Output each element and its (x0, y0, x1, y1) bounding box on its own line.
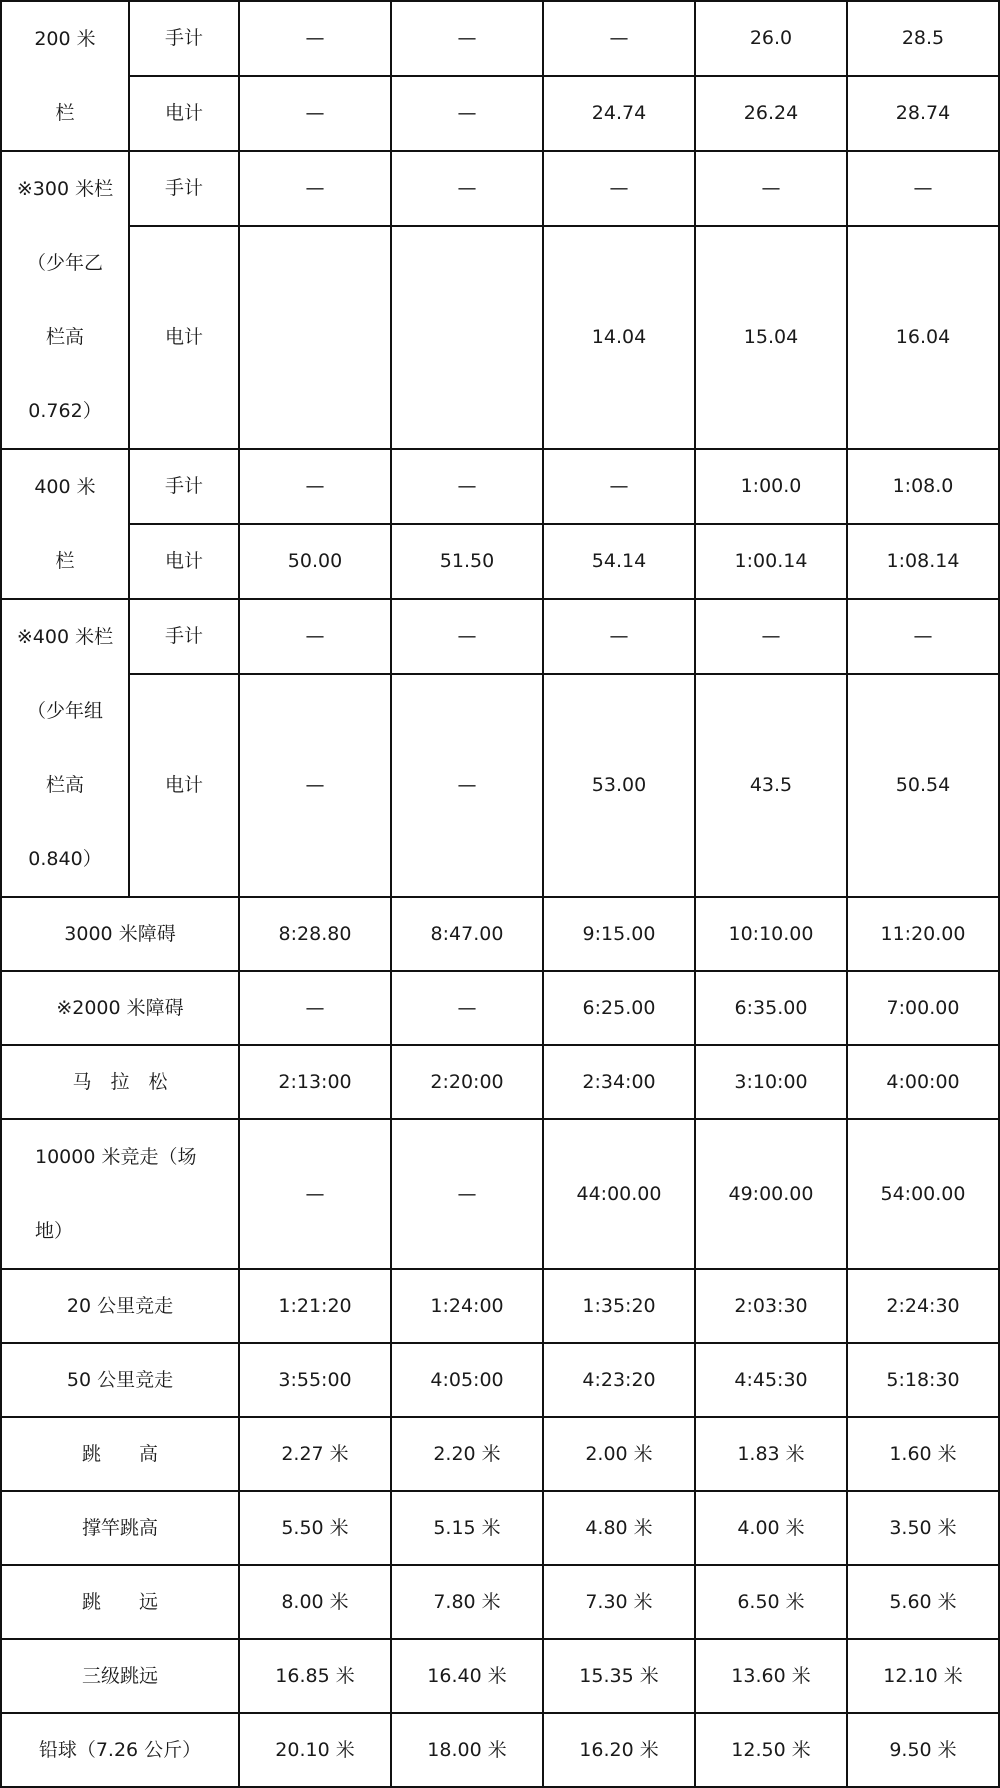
value-cell: 16.04 (847, 226, 999, 450)
value-cell: 2.27 米 (239, 1417, 391, 1491)
value-cell: 13.60 米 (695, 1639, 847, 1713)
value-cell: 50.00 (239, 524, 391, 599)
value-cell: 1.83 米 (695, 1417, 847, 1491)
table-row (1, 226, 999, 450)
value-cell (391, 226, 543, 450)
value-cell: — (847, 151, 999, 226)
value-cell: — (543, 599, 695, 674)
table-row (1, 1417, 999, 1491)
value-cell: 4:00:00 (847, 1045, 999, 1119)
value-cell: 1:00.14 (695, 524, 847, 599)
value-cell: 5:18:30 (847, 1343, 999, 1417)
table-row (1, 1, 999, 76)
value-cell: 3:55:00 (239, 1343, 391, 1417)
table-row (1, 1343, 999, 1417)
event-cell: 铅球（7.26 公斤） (1, 1713, 239, 1787)
value-cell: 54:00.00 (847, 1119, 999, 1269)
value-cell: — (239, 1119, 391, 1269)
event-cell: ※2000 米障碍 (1, 971, 239, 1045)
value-cell: 3.50 米 (847, 1491, 999, 1565)
value-cell: — (543, 1, 695, 76)
value-cell: — (391, 1119, 543, 1269)
value-cell: — (239, 971, 391, 1045)
value-cell: 12.10 米 (847, 1639, 999, 1713)
value-cell: 15.35 米 (543, 1639, 695, 1713)
event-cell: 400 米 栏 (1, 449, 129, 599)
table-row (1, 1269, 999, 1343)
value-cell: 11:20.00 (847, 897, 999, 971)
table-row (1, 1713, 999, 1787)
value-cell: 2.20 米 (391, 1417, 543, 1491)
value-cell: — (239, 449, 391, 524)
value-cell: 54.14 (543, 524, 695, 599)
value-cell: 15.04 (695, 226, 847, 450)
value-cell: — (695, 599, 847, 674)
event-cell: 20 公里竞走 (1, 1269, 239, 1343)
value-cell: — (543, 449, 695, 524)
value-cell: 5.15 米 (391, 1491, 543, 1565)
value-cell: — (239, 599, 391, 674)
value-cell: 44:00.00 (543, 1119, 695, 1269)
value-cell: 28.5 (847, 1, 999, 76)
value-cell: — (391, 151, 543, 226)
value-cell: 28.74 (847, 76, 999, 151)
value-cell: 1.60 米 (847, 1417, 999, 1491)
table-row (1, 971, 999, 1045)
value-cell: 2:03:30 (695, 1269, 847, 1343)
value-cell (239, 226, 391, 450)
table-row (1, 449, 999, 524)
event-cell: ※400 米栏 （少年组 栏高 0.840） (1, 599, 129, 897)
table-row (1, 151, 999, 226)
value-cell: 7.30 米 (543, 1565, 695, 1639)
value-cell: 1:08.14 (847, 524, 999, 599)
timing-cell: 手计 (129, 151, 239, 226)
event-cell: 马 拉 松 (1, 1045, 239, 1119)
value-cell: 16.40 米 (391, 1639, 543, 1713)
event-cell: 50 公里竞走 (1, 1343, 239, 1417)
value-cell: — (239, 674, 391, 898)
value-cell: — (695, 151, 847, 226)
table-row (1, 1119, 999, 1269)
table-row (1, 524, 999, 599)
event-cell: 跳 远 (1, 1565, 239, 1639)
timing-cell: 电计 (129, 674, 239, 898)
value-cell: 4:45:30 (695, 1343, 847, 1417)
value-cell: 53.00 (543, 674, 695, 898)
value-cell: 10:10.00 (695, 897, 847, 971)
table-row (1, 1491, 999, 1565)
timing-cell: 手计 (129, 599, 239, 674)
value-cell: — (391, 599, 543, 674)
timing-cell: 手计 (129, 1, 239, 76)
value-cell: 51.50 (391, 524, 543, 599)
value-cell: 24.74 (543, 76, 695, 151)
value-cell: — (391, 971, 543, 1045)
value-cell: — (391, 1, 543, 76)
value-cell: 1:24:00 (391, 1269, 543, 1343)
value-cell: 43.5 (695, 674, 847, 898)
value-cell: — (543, 151, 695, 226)
event-cell: 撑竿跳高 (1, 1491, 239, 1565)
value-cell: 18.00 米 (391, 1713, 543, 1787)
value-cell: 4.80 米 (543, 1491, 695, 1565)
value-cell: 50.54 (847, 674, 999, 898)
value-cell: 2:13:00 (239, 1045, 391, 1119)
value-cell: — (239, 76, 391, 151)
value-cell: 4.00 米 (695, 1491, 847, 1565)
event-cell: 三级跳远 (1, 1639, 239, 1713)
table-row (1, 1565, 999, 1639)
value-cell: 4:05:00 (391, 1343, 543, 1417)
value-cell: 14.04 (543, 226, 695, 450)
value-cell: 7.80 米 (391, 1565, 543, 1639)
table-row (1, 599, 999, 674)
value-cell: 2:24:30 (847, 1269, 999, 1343)
value-cell: 16.20 米 (543, 1713, 695, 1787)
event-cell: 10000 米竞走（场地） (1, 1119, 239, 1269)
timing-cell: 电计 (129, 76, 239, 151)
event-cell: ※300 米栏 （少年乙 栏高 0.762） (1, 151, 129, 449)
value-cell: 8:28.80 (239, 897, 391, 971)
value-cell: 4:23:20 (543, 1343, 695, 1417)
value-cell: 26.24 (695, 76, 847, 151)
table-row (1, 674, 999, 898)
value-cell: 1:35:20 (543, 1269, 695, 1343)
value-cell: 5.50 米 (239, 1491, 391, 1565)
value-cell: 6.50 米 (695, 1565, 847, 1639)
value-cell: 7:00.00 (847, 971, 999, 1045)
event-cell: 200 米 栏 (1, 1, 129, 151)
table-row (1, 897, 999, 971)
value-cell: 6:35.00 (695, 971, 847, 1045)
event-cell: 跳 高 (1, 1417, 239, 1491)
value-cell: 2:34:00 (543, 1045, 695, 1119)
value-cell: 2:20:00 (391, 1045, 543, 1119)
value-cell: 49:00.00 (695, 1119, 847, 1269)
value-cell: 1:21:20 (239, 1269, 391, 1343)
value-cell: 2.00 米 (543, 1417, 695, 1491)
value-cell: 9.50 米 (847, 1713, 999, 1787)
value-cell: 9:15.00 (543, 897, 695, 971)
event-cell: 3000 米障碍 (1, 897, 239, 971)
value-cell: 12.50 米 (695, 1713, 847, 1787)
value-cell: 3:10:00 (695, 1045, 847, 1119)
value-cell: 6:25.00 (543, 971, 695, 1045)
timing-cell: 电计 (129, 524, 239, 599)
value-cell: 1:08.0 (847, 449, 999, 524)
value-cell: — (239, 151, 391, 226)
value-cell: — (391, 449, 543, 524)
value-cell: 16.85 米 (239, 1639, 391, 1713)
table-row (1, 1639, 999, 1713)
value-cell: 5.60 米 (847, 1565, 999, 1639)
value-cell: — (391, 76, 543, 151)
value-cell: 20.10 米 (239, 1713, 391, 1787)
value-cell: — (239, 1, 391, 76)
value-cell: 1:00.0 (695, 449, 847, 524)
table-row (1, 76, 999, 151)
timing-cell: 电计 (129, 226, 239, 450)
value-cell: 26.0 (695, 1, 847, 76)
value-cell: — (847, 599, 999, 674)
value-cell: 8:47.00 (391, 897, 543, 971)
value-cell: 8.00 米 (239, 1565, 391, 1639)
value-cell: — (391, 674, 543, 898)
table-row (1, 1045, 999, 1119)
timing-cell: 手计 (129, 449, 239, 524)
